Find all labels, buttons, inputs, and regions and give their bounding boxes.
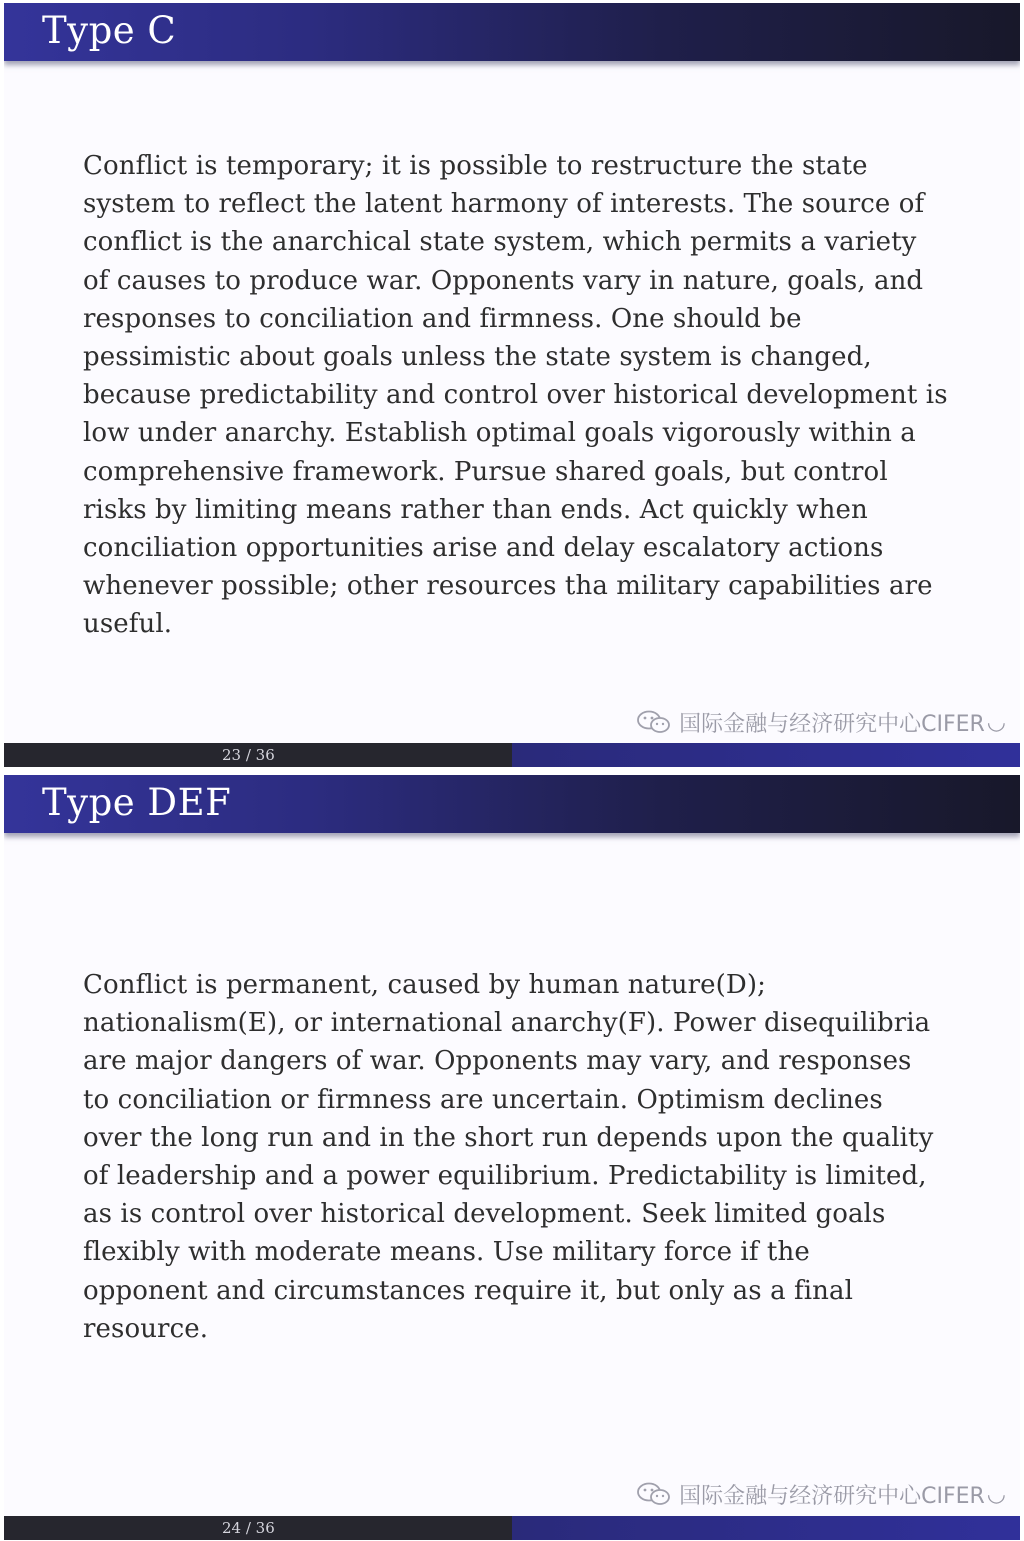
watermark-text: 国际金融与经济研究中心CIFER bbox=[679, 1483, 985, 1509]
body-line: conflict is the anarchical state system, which permits a variety bbox=[83, 227, 917, 258]
page-number: 23 / 36 bbox=[222, 746, 275, 764]
body-line: because predictability and control over historical development is bbox=[83, 380, 948, 411]
watermark-tail-icon: ◡ bbox=[986, 1481, 1006, 1507]
wechat-icon bbox=[635, 709, 673, 735]
slide-type-def bbox=[4, 775, 1020, 1540]
slide-body bbox=[83, 966, 963, 1348]
body-line: responses to conciliation and firmness. One should be bbox=[83, 303, 802, 334]
body-line: system to reflect the latent harmony of interests. The source of bbox=[83, 189, 925, 220]
body-line: over the long run and in the short run depends upon the quality bbox=[83, 1122, 934, 1153]
slide-type-c bbox=[4, 3, 1020, 767]
body-line: pessimistic about goals unless the state system is changed, bbox=[83, 342, 872, 373]
slide-title: Type DEF bbox=[42, 781, 232, 824]
body-line: whenever possible; other resources tha military capabilities are bbox=[83, 571, 933, 602]
watermark bbox=[635, 1479, 1006, 1509]
watermark bbox=[635, 707, 1006, 737]
title-bar bbox=[4, 775, 1020, 833]
title-bar bbox=[4, 3, 1020, 61]
wechat-icon bbox=[635, 1481, 673, 1507]
body-line: are major dangers of war. Opponents may vary, and responses bbox=[83, 1046, 912, 1077]
body-line: resource. bbox=[83, 1313, 209, 1344]
page-number: 24 / 36 bbox=[222, 1519, 275, 1537]
body-line: conciliation opportunities arise and delay escalatory actions bbox=[83, 533, 884, 564]
body-line: useful. bbox=[83, 609, 173, 640]
footer-left-bar bbox=[4, 1516, 512, 1540]
body-line: to conciliation or firmness are uncertain. Optimism declines bbox=[83, 1084, 883, 1115]
body-line: opponent and circumstances require it, but only as a final bbox=[83, 1275, 854, 1306]
watermark-text: 国际金融与经济研究中心CIFER bbox=[679, 711, 985, 737]
body-line: Conflict is temporary; it is possible to restructure the state bbox=[83, 151, 868, 181]
body-line: of causes to produce war. Opponents vary in nature, goals, and bbox=[83, 265, 924, 296]
body-line: risks by limiting means rather than ends. Act quickly when bbox=[83, 494, 868, 525]
body-line: of leadership and a power equilibrium. Predictability is limited, bbox=[83, 1161, 927, 1192]
body-line: nationalism(E), or international anarchy(F). Power disequilibria bbox=[83, 1008, 931, 1039]
body-line: as is control over historical development. Seek limited goals bbox=[83, 1199, 886, 1230]
slide-title: Type C bbox=[42, 9, 177, 52]
body-line: Conflict is permanent, caused by human nature(D); bbox=[83, 970, 766, 1000]
footer-right-bar bbox=[512, 1516, 1020, 1540]
body-line: flexibly with moderate means. Use military force if the bbox=[83, 1237, 810, 1268]
slide-footer bbox=[4, 743, 1020, 767]
slide-body bbox=[83, 147, 963, 644]
footer-right-bar bbox=[512, 743, 1020, 767]
slide-footer bbox=[4, 1516, 1020, 1540]
body-line: low under anarchy. Establish optimal goals vigorously within a bbox=[83, 418, 916, 449]
watermark-tail-icon: ◡ bbox=[986, 709, 1006, 735]
body-line: comprehensive framework. Pursue shared goals, but control bbox=[83, 456, 888, 487]
footer-left-bar bbox=[4, 743, 512, 767]
